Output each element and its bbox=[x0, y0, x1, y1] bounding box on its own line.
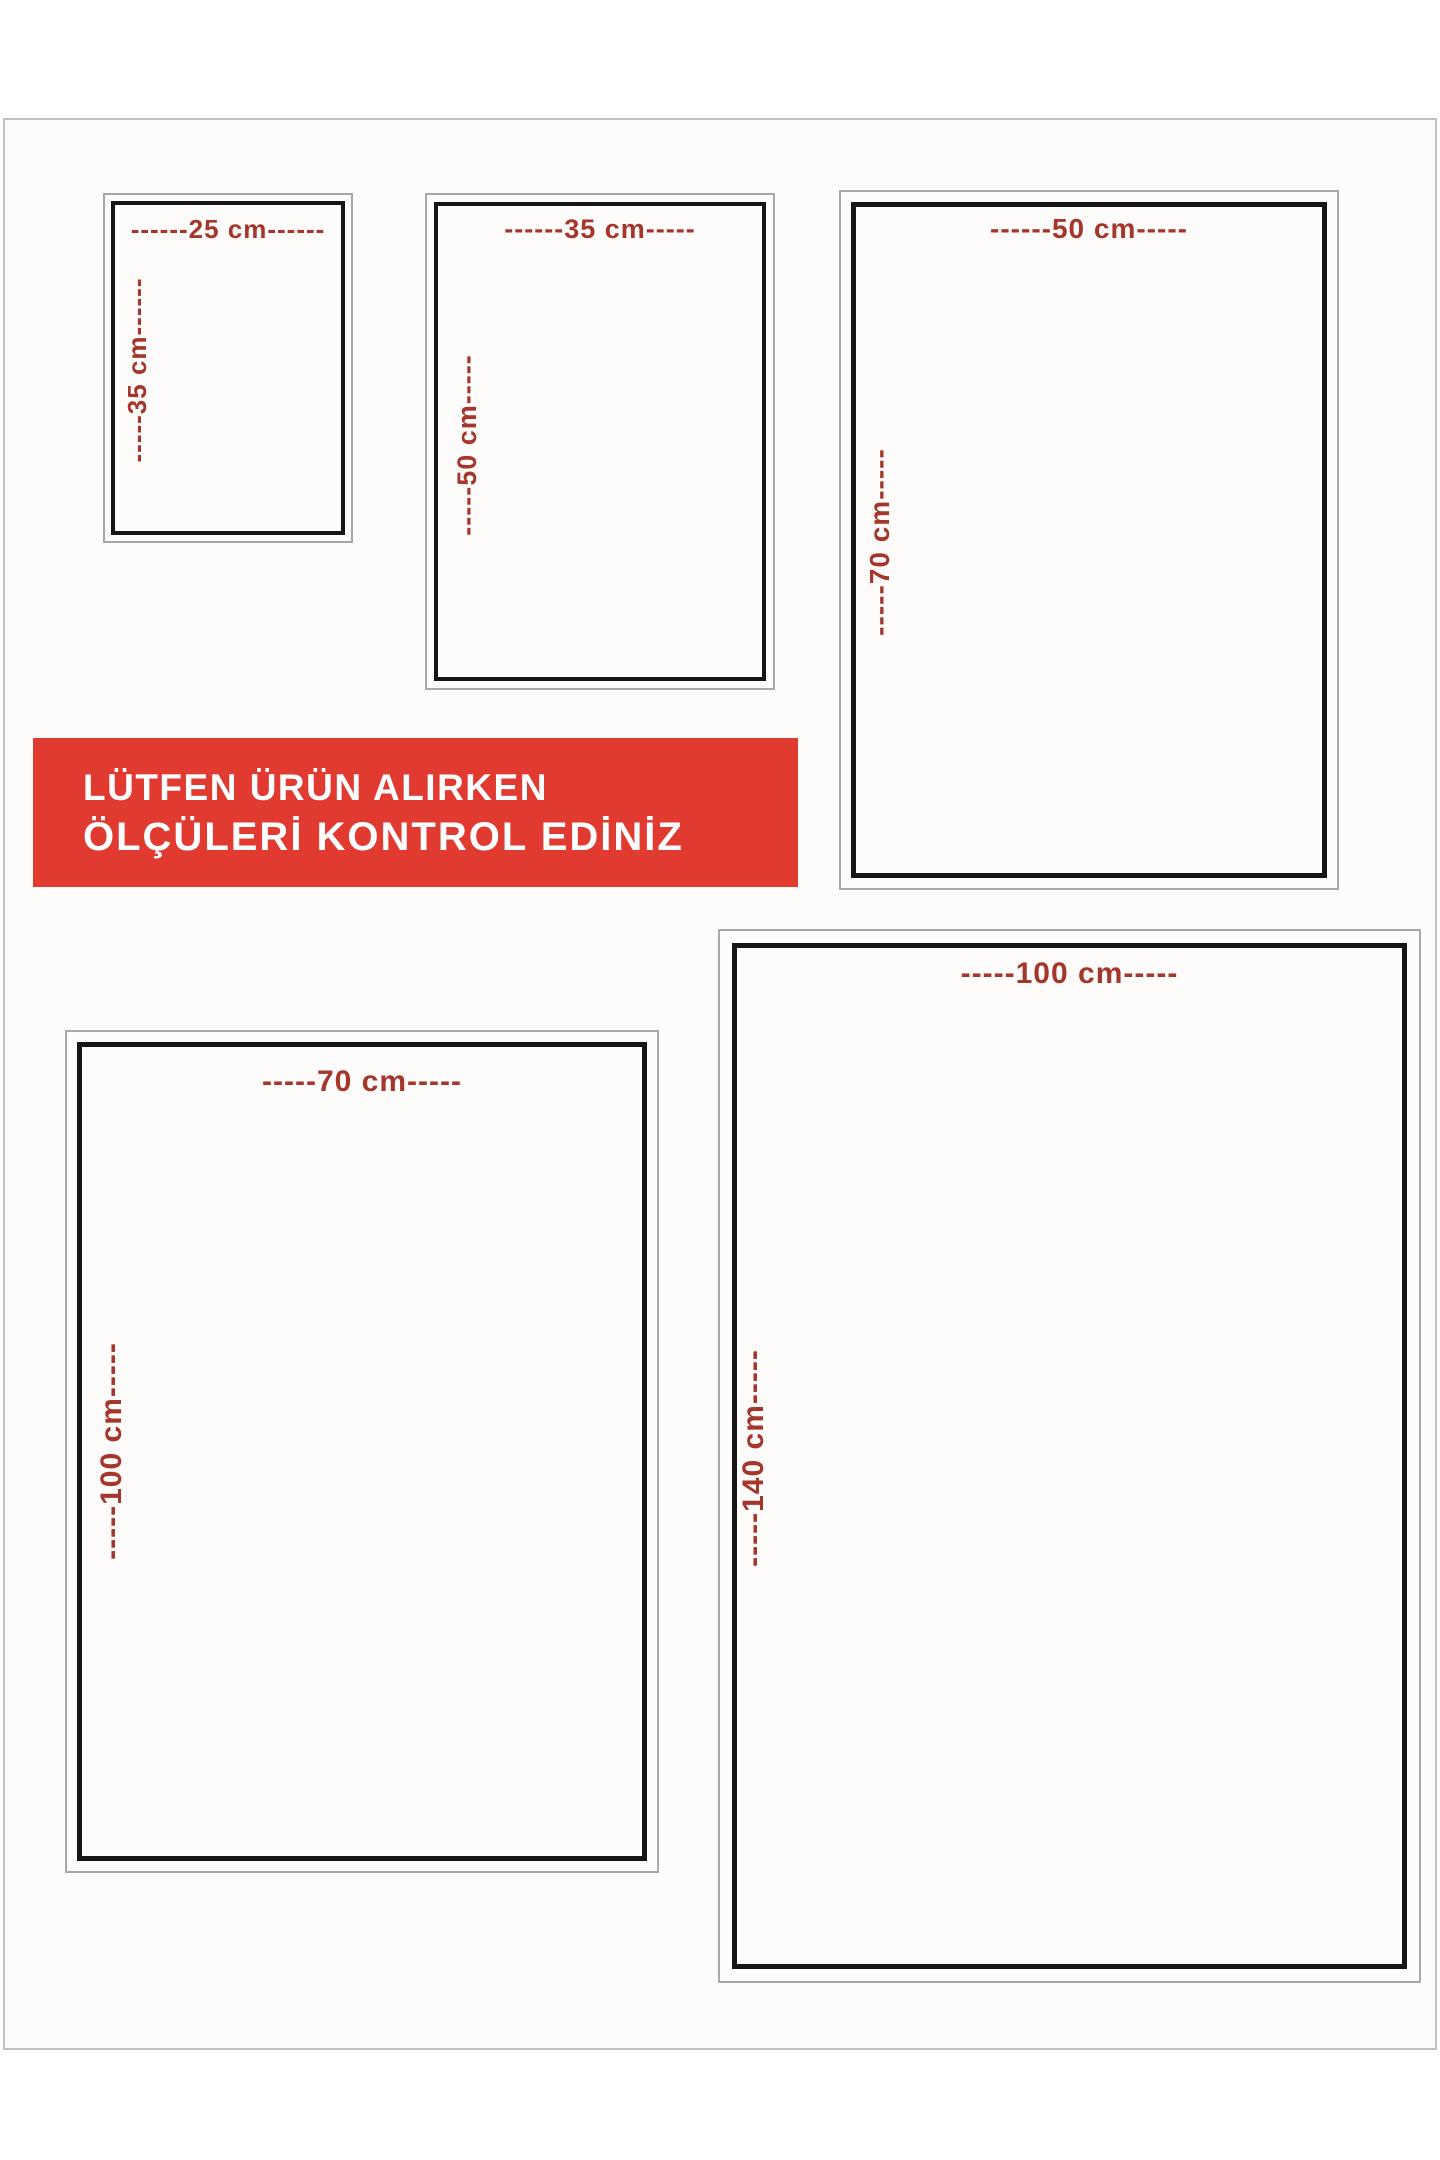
size-box-35x50 bbox=[425, 193, 775, 690]
banner-line-1: LÜTFEN ÜRÜN ALIRKEN bbox=[83, 766, 548, 808]
size-box-inner-frame bbox=[434, 202, 766, 681]
width-label: ------25 cm------ bbox=[130, 214, 326, 244]
width-label: -----70 cm----- bbox=[262, 1065, 462, 1098]
width-label: ------35 cm----- bbox=[504, 214, 696, 244]
width-label: -----100 cm----- bbox=[960, 957, 1179, 990]
width-label: ------50 cm----- bbox=[990, 213, 1188, 244]
size-warning-banner bbox=[33, 738, 798, 887]
height-label: -----100 cm----- bbox=[95, 1342, 128, 1560]
size-box-25x35 bbox=[103, 193, 353, 543]
size-box-inner-frame bbox=[851, 202, 1327, 878]
size-box-70x100 bbox=[65, 1030, 659, 1873]
height-label: -----140 cm----- bbox=[737, 1349, 770, 1567]
size-box-50x70 bbox=[839, 190, 1339, 890]
size-box-inner-frame bbox=[77, 1042, 647, 1861]
height-label: -----70 cm----- bbox=[864, 448, 895, 636]
size-box-inner-frame bbox=[732, 943, 1407, 1969]
size-box-100x140 bbox=[718, 929, 1421, 1983]
height-label: -----50 cm----- bbox=[452, 354, 482, 536]
height-label: -----35 cm------ bbox=[122, 277, 152, 463]
banner-line-2: ÖLÇÜLERİ KONTROL EDİNİZ bbox=[83, 814, 684, 859]
